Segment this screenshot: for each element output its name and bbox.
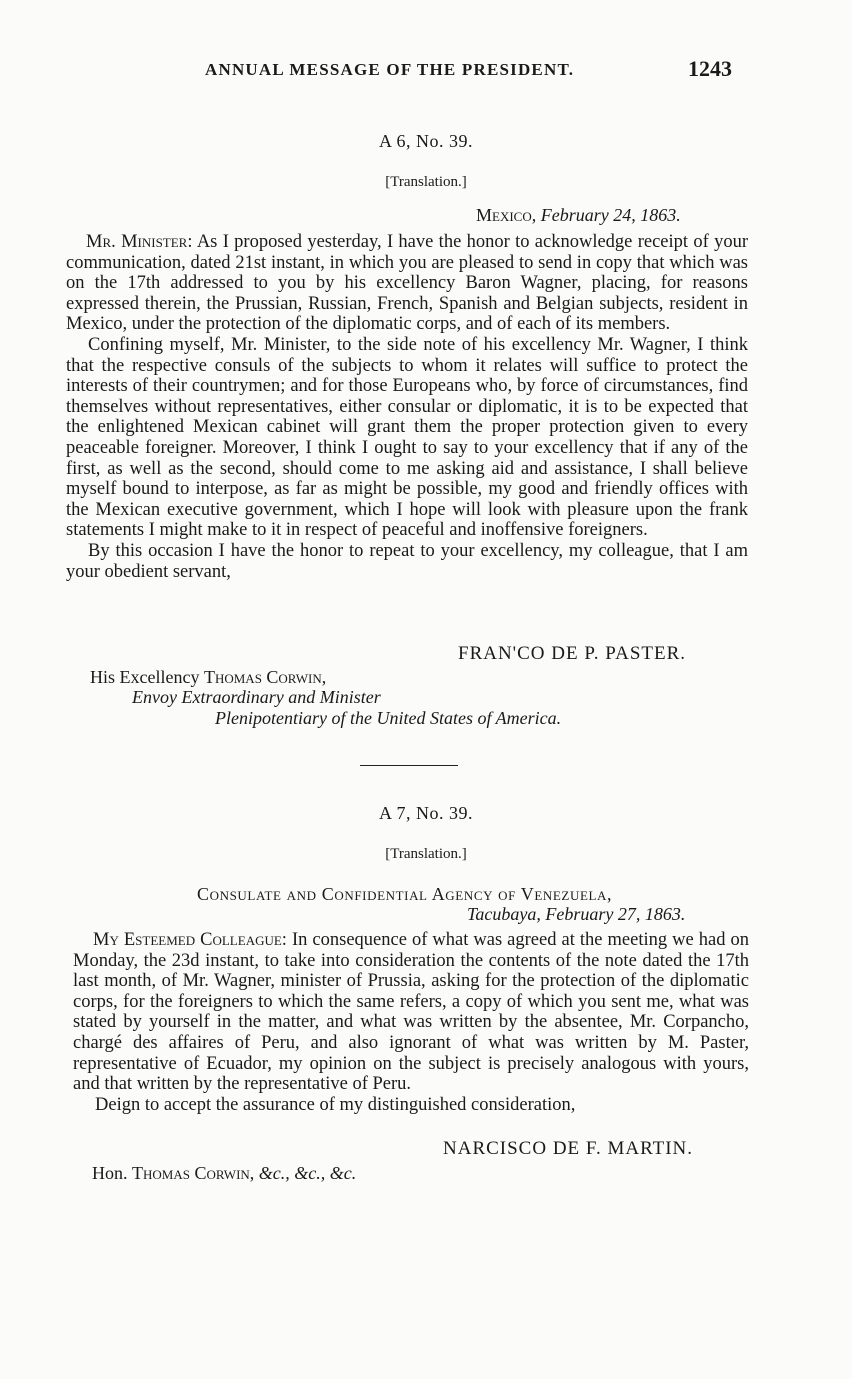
letter1-signature: FRAN'CO DE P. PASTER. — [458, 643, 687, 664]
letter1-date-place: Mexico, — [476, 205, 537, 225]
section-divider — [360, 765, 458, 766]
letter1-addressee-prefix: His Excellency — [90, 667, 200, 687]
letter2-office: Consulate and Confidential Agency of Venezuela, — [197, 884, 613, 904]
letter2-doc-number: A 7, No. 39. — [378, 803, 473, 823]
letter2-translation-note: [Translation.] — [385, 846, 467, 862]
letter1-date: February 24, 1863. — [540, 205, 681, 225]
letter1-dateline — [476, 205, 681, 226]
letter2-addressee-prefix: Hon. — [92, 1163, 128, 1183]
letter1-body — [66, 232, 748, 582]
letter1-paragraph-3: By this occasion I have the honor to repeat to your excellency, my colleague, that I am your obedient servant, — [66, 540, 748, 582]
letter2-salutation: My Esteemed Colleague: — [93, 930, 287, 950]
letter1-addressee — [90, 667, 326, 688]
letter2-addressee-suffix: &c., &c., &c. — [258, 1163, 357, 1183]
letter2-addressee-name: Thomas Corwin, — [132, 1163, 255, 1183]
letter1-doc-number: A 6, No. 39. — [378, 131, 473, 151]
letter1-salutation: Mr. Minister: — [86, 232, 193, 252]
letter2-signature: NARCISCO DE F. MARTIN. — [443, 1138, 693, 1159]
letter2-paragraph-2: Deign to accept the assurance of my distinguished consideration, — [95, 1094, 576, 1115]
letter2-para1-text: In consequence of what was agreed at the meeting we had on Monday, the 23d instant, to take into consideration the contents of the note dated the 17th last month, of Mr. Wagner, minister of Prussia, asking for the protection of the diplomatic corps, for the foreigners to which the same refers, a copy of which you sent me, what was stated by yourself in the matter, and what was written by the absentee, Mr. Corpancho, chargé des affaires of Peru, and also ignorant of what was written by M. Paster, representative of Ecuador, my opinion on the subject is precisely analogous with yours, and that written by the representative of Peru. — [73, 930, 749, 1095]
letter2-addressee — [92, 1163, 356, 1184]
running-title: ANNUAL MESSAGE OF THE PRESIDENT. — [205, 60, 575, 79]
page-number: 1243 — [688, 56, 732, 81]
letter2-date: Tacubaya, February 27, 1863. — [467, 904, 686, 924]
letter1-addressee-title2: Plenipotentiary of the United States of America. — [215, 708, 562, 728]
letter2-paragraph-1 — [73, 930, 749, 1095]
letter1-paragraph-1 — [66, 232, 748, 335]
letter2-body — [73, 930, 749, 1115]
letter1-translation-note: [Translation.] — [385, 174, 467, 190]
letter1-addressee-name: Thomas Corwin, — [203, 667, 327, 687]
letter1-addressee-title1: Envoy Extraordinary and Minister — [132, 687, 381, 707]
letter1-paragraph-2: Confining myself, Mr. Minister, to the side note of his excellency Mr. Wagner, I think that the respective consuls of the subjects to whom it relates will suffice to protect the interests of their countrymen; and for those Europeans who, by force of circumstances, find themselves without representatives, either consular or diplomatic, it is to be expected that the enlightened Mexican cabinet will grant them the proper protection given to every peaceable foreigner. Moreover, I think I ought to say to your excellency that if any of the first, as well as the second, should come to me asking aid and assistance, I shall believe myself bound to interpose, as far as might be possible, my good and friendly offices with the Mexican executive government, which I hope will look with pleasure upon the frank statements I might make to it in respect of peaceful and inoffensive foreigners. — [66, 334, 748, 541]
letter1-para1-text: As I proposed yesterday, I have the honor to acknowledge receipt of your communication, dated 21st instant, in which you are pleased to send in copy that which was on the 17th addressed to you by his excellency Baron Wagner, placing, for reasons expressed therein, the Prussian, Russian, French, Spanish and Belgian subjects, resident in Mexico, under the protection of the diplomatic corps, and of each of its members. — [66, 232, 749, 335]
